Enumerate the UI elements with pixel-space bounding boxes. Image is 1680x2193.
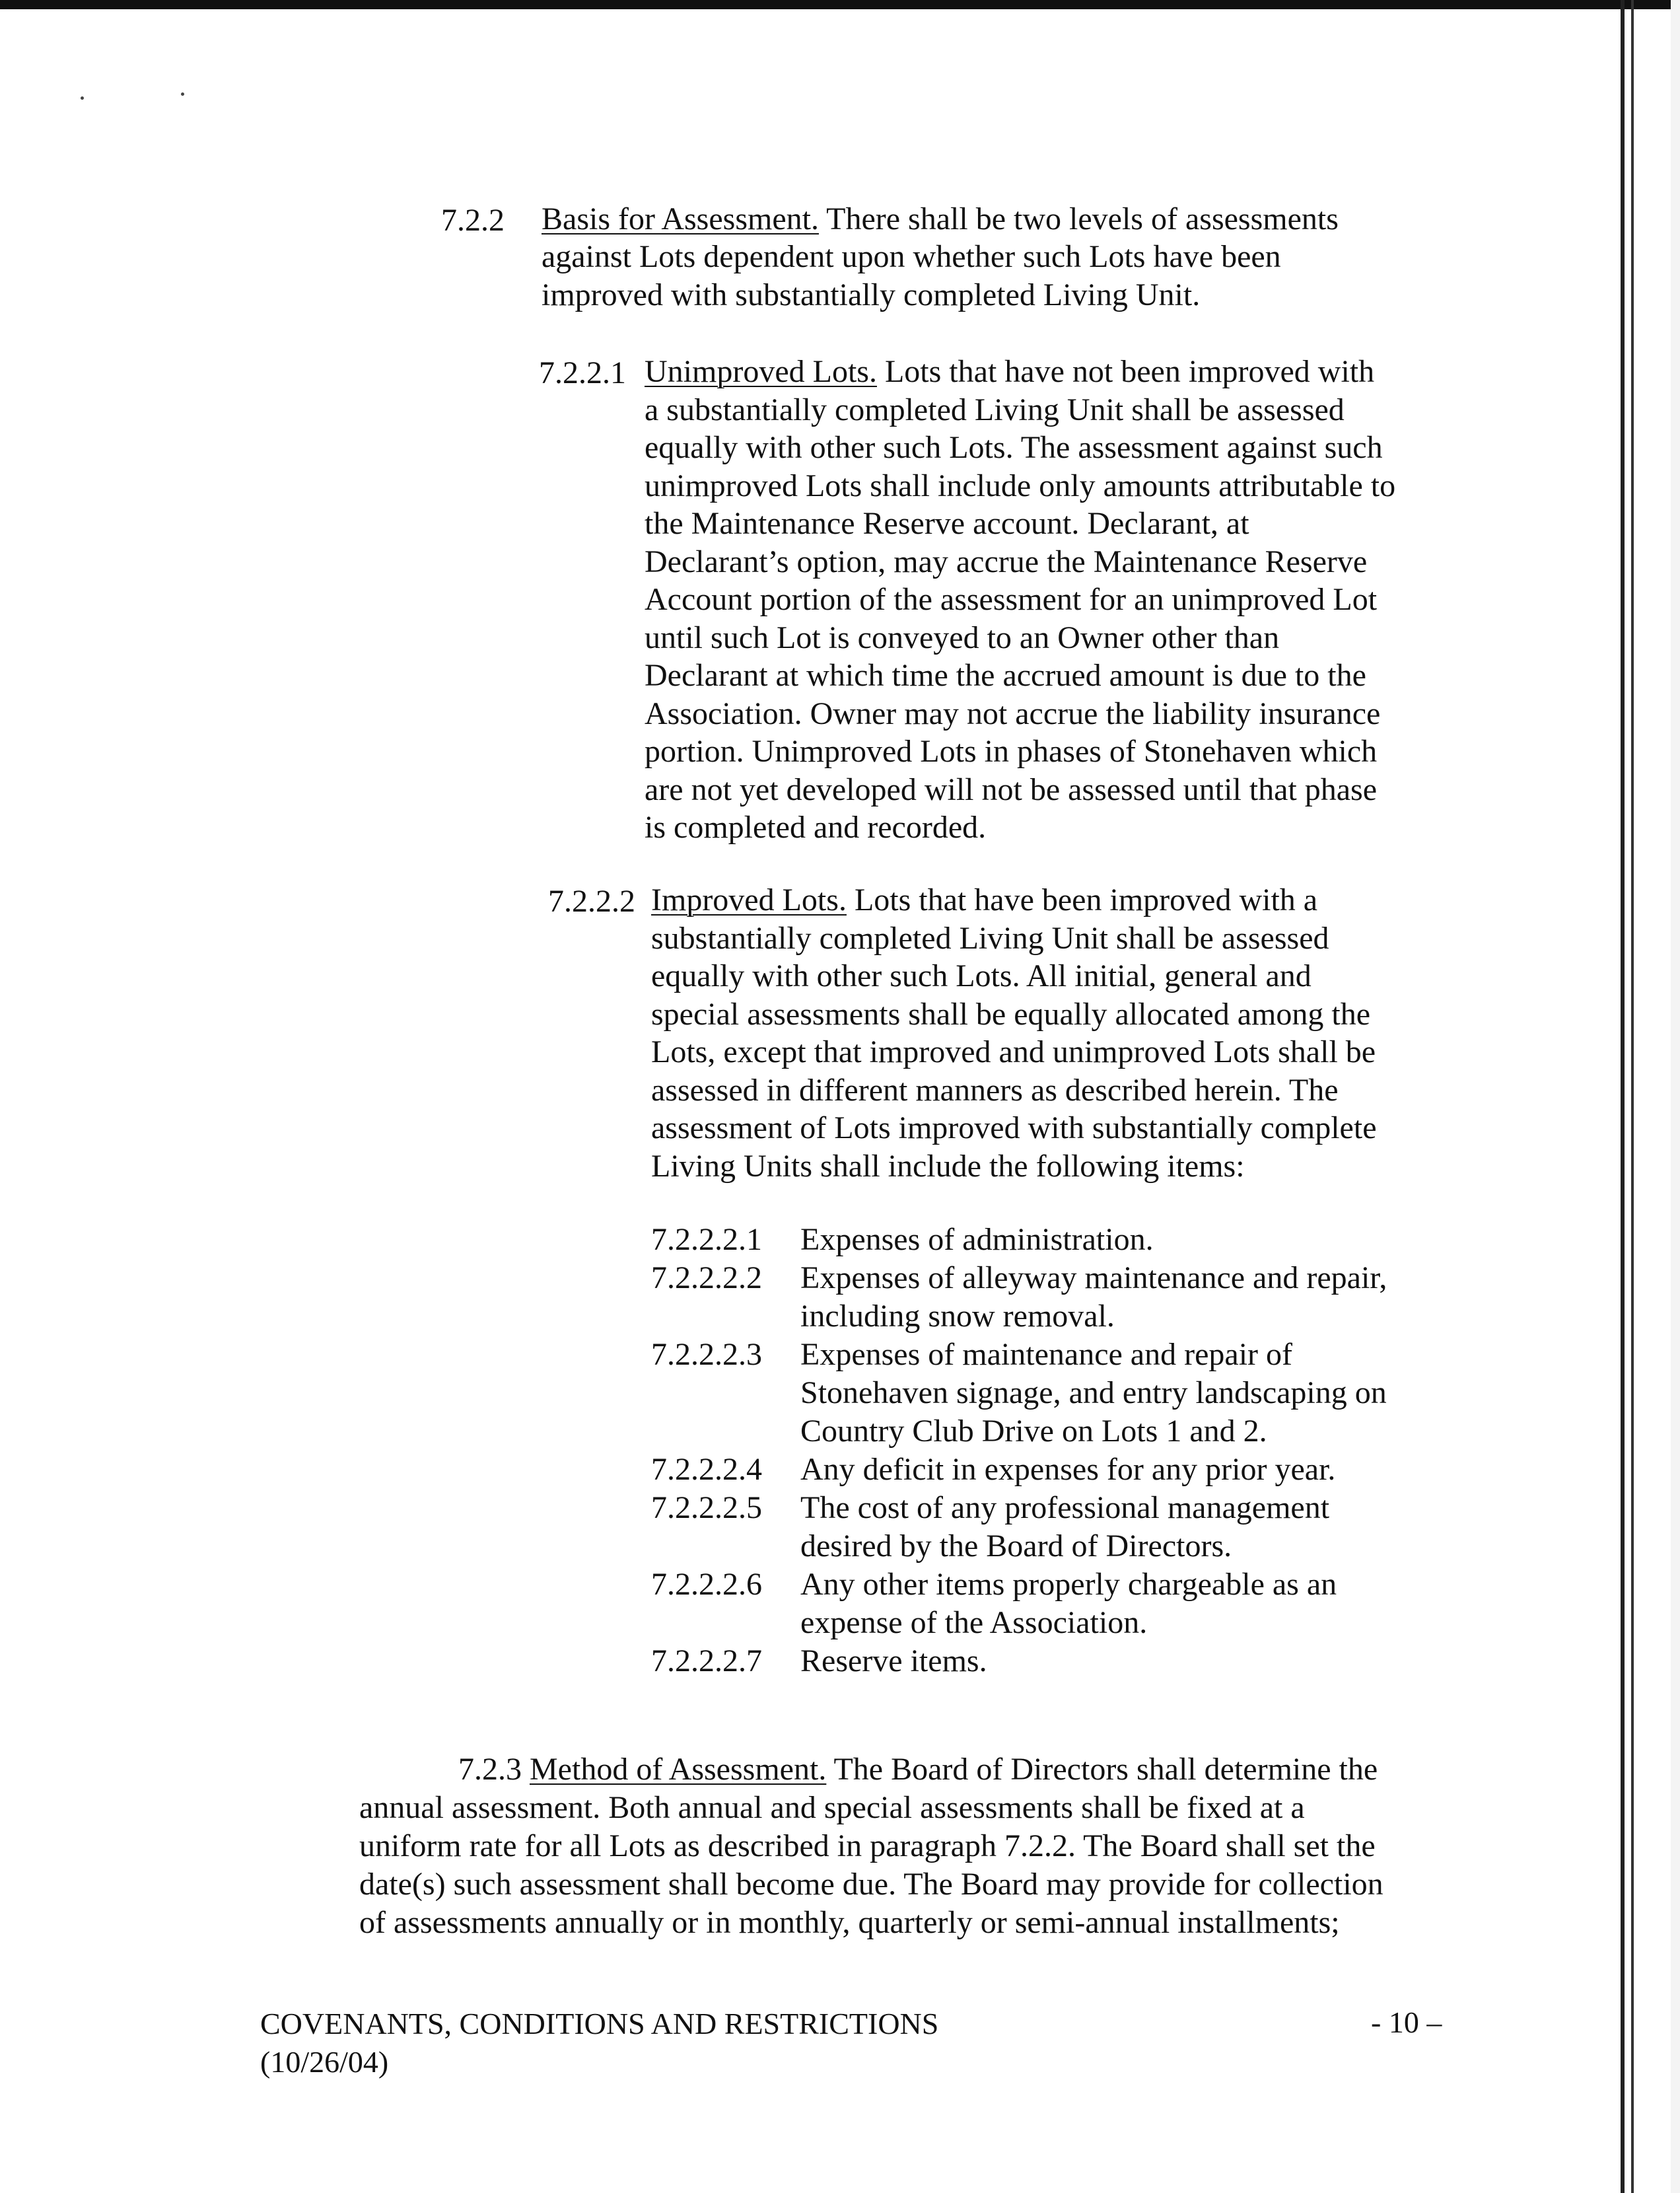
list-item-line: Expenses of maintenance and repair of (800, 1337, 1293, 1372)
paragraph-line: annual assessment. Both annual and special assessments shall be fixed at a (359, 1790, 1305, 1825)
list-item-line: expense of the Association. (800, 1605, 1148, 1640)
paragraph-line: assessed in different manners as described herein. The (651, 1072, 1339, 1108)
scan-right-edge (1671, 0, 1680, 2193)
list-item (651, 1221, 1387, 1259)
footer-title: COVENANTS, CONDITIONS AND RESTRICTIONS (260, 2007, 939, 2040)
section-7221-title: Unimproved Lots. (645, 354, 877, 389)
paragraph-line: Account portion of the assessment for an unimproved Lot (645, 582, 1378, 617)
list-item-number: 7.2.2.2.5 (651, 1490, 762, 1525)
section-723-first-line (458, 1750, 1378, 1789)
paragraph-line: a substantially completed Living Unit shall be assessed (645, 392, 1345, 427)
list-item-number: 7.2.2.2.3 (651, 1337, 762, 1372)
paragraph-line: The Board of Directors shall determine the (833, 1752, 1378, 1787)
paragraph-line: portion. Unimproved Lots in phases of Stonehaven which (645, 734, 1378, 769)
paragraph-line: special assessments shall be equally allocated among the (651, 996, 1370, 1032)
scan-speck (81, 96, 84, 100)
section-7221-number: 7.2.2.1 (539, 355, 626, 390)
list-item-text (800, 1336, 1387, 1451)
page-number: - 10 – (1371, 2005, 1442, 2039)
section-7221-body (645, 353, 1395, 847)
paragraph-line: are not yet developed will not be assessed until that phase (645, 772, 1378, 807)
list-item-number: 7.2.2.2.2 (651, 1260, 762, 1295)
paragraph-line: Declarant at which time the accrued amount is due to the (645, 658, 1366, 693)
assessment-items-list (651, 1221, 1387, 1680)
list-item-line: Any other items properly chargeable as an (800, 1567, 1337, 1602)
list-item (651, 1451, 1387, 1489)
paragraph-line: the Maintenance Reserve account. Declarant, at (645, 506, 1249, 541)
list-item-number: 7.2.2.2.1 (651, 1222, 762, 1257)
list-item (651, 1642, 1387, 1680)
list-item-line: The cost of any professional management (800, 1490, 1330, 1525)
list-item-line: including snow removal. (800, 1299, 1115, 1334)
paragraph-line: Declarant’s option, may accrue the Maintenance Reserve (645, 544, 1368, 579)
paragraph-line: Lots that have not been improved with (884, 354, 1375, 389)
footer-date: (10/26/04) (260, 2045, 389, 2079)
paragraph-line: equally with other such Lots. All initial, general and (651, 958, 1312, 993)
list-item-line: Reserve items. (800, 1643, 987, 1678)
paragraph-line: unimproved Lots shall include only amounts attributable to (645, 468, 1396, 503)
list-item (651, 1489, 1387, 1565)
paragraph-line: of assessments annually or in monthly, quarterly or semi-annual installments; (359, 1905, 1340, 1940)
section-722-line-1: There shall be two levels of assessments (826, 201, 1339, 236)
list-item-line: Expenses of alleyway maintenance and repair, (800, 1260, 1387, 1295)
section-722-first-line (542, 200, 1339, 238)
list-item-text (800, 1642, 987, 1680)
section-722-number: 7.2.2 (441, 203, 505, 238)
list-item-text (800, 1221, 1154, 1259)
section-722-title: Basis for Assessment. (542, 201, 819, 236)
list-item (651, 1565, 1387, 1642)
paragraph-line: Lots that have been improved with a (854, 882, 1318, 917)
list-item-number: 7.2.2.2.4 (651, 1452, 762, 1487)
scan-top-edge (0, 0, 1680, 9)
section-722-line-3: improved with substantially completed Living Unit. (542, 277, 1201, 312)
section-722-line-2: against Lots dependent upon whether such Lots have been (542, 239, 1281, 274)
list-item-text (800, 1489, 1329, 1565)
paragraph-line: is completed and recorded. (645, 810, 987, 845)
section-7222-first-line (651, 881, 1377, 919)
list-item-number: 7.2.2.2.7 (651, 1643, 762, 1678)
scan-right-binding-line (1621, 0, 1625, 2193)
scan-speck (181, 92, 184, 96)
paragraph-line: equally with other such Lots. The assessment against such (645, 430, 1383, 465)
section-723-number: 7.2.3 (458, 1752, 522, 1787)
list-item-number: 7.2.2.2.6 (651, 1567, 762, 1602)
section-7221-first-line (645, 353, 1395, 391)
list-item (651, 1336, 1387, 1451)
paragraph-line: Living Units shall include the following items: (651, 1148, 1245, 1184)
list-item-text (800, 1451, 1335, 1489)
paragraph-line: substantially completed Living Unit shall be assessed (651, 920, 1329, 956)
list-item (651, 1259, 1387, 1336)
list-item-line: desired by the Board of Directors. (800, 1528, 1232, 1564)
paragraph-line: date(s) such assessment shall become due. The Board may provide for collection (359, 1867, 1383, 1902)
section-7222-title: Improved Lots. (651, 882, 847, 917)
paragraph-line: uniform rate for all Lots as described in paragraph 7.2.2. The Board shall set the (359, 1828, 1376, 1863)
section-723-title: Method of Assessment. (530, 1752, 827, 1787)
list-item-line: Any deficit in expenses for any prior year. (800, 1452, 1336, 1487)
list-item-line: Stonehaven signage, and entry landscaping on (800, 1375, 1387, 1410)
paragraph-line: Association. Owner may not accrue the liability insurance (645, 696, 1381, 731)
paragraph-line: assessment of Lots improved with substantially complete (651, 1110, 1377, 1145)
paragraph-line: until such Lot is conveyed to an Owner other than (645, 620, 1280, 655)
section-7222-body (651, 881, 1377, 1185)
scan-right-binding-line-2 (1631, 0, 1634, 2193)
list-item-line: Expenses of administration. (800, 1222, 1154, 1257)
section-7222-number: 7.2.2.2 (548, 884, 635, 919)
list-item-text (800, 1259, 1387, 1336)
list-item-line: Country Club Drive on Lots 1 and 2. (800, 1414, 1267, 1449)
paragraph-line: Lots, except that improved and unimproved Lots shall be (651, 1034, 1376, 1069)
list-item-text (800, 1565, 1337, 1642)
